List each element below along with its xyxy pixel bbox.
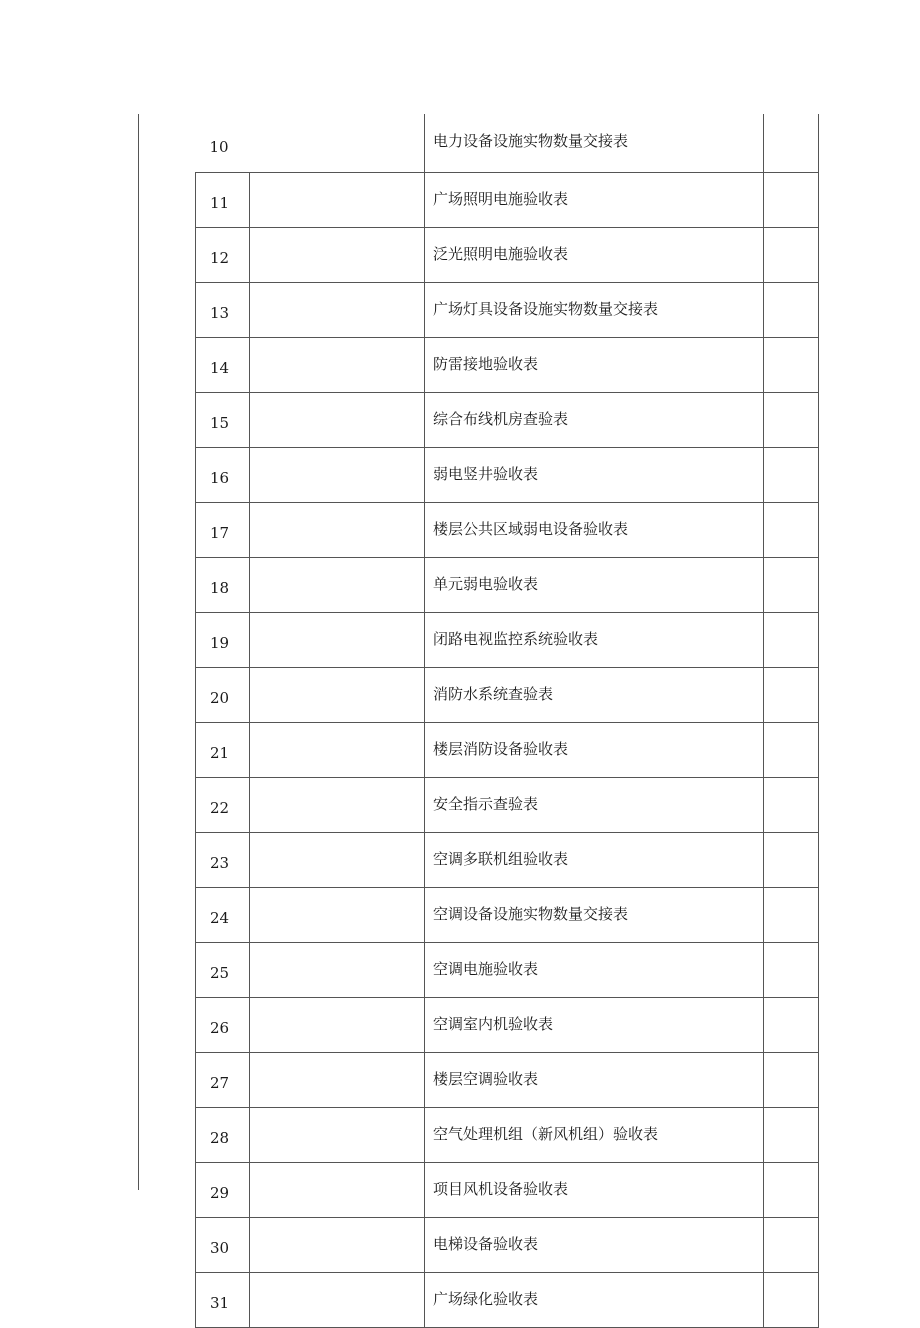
table-row: [196, 1108, 819, 1163]
form-name-cell: 楼层公共区域弱电设备验收表: [425, 503, 764, 558]
form-name-cell: 空调设备设施实物数量交接表: [425, 888, 764, 943]
table-row: [196, 888, 819, 943]
remarks-cell: [764, 448, 819, 503]
form-name-cell: 电梯设备验收表: [425, 1218, 764, 1273]
row-number-cell: 21: [196, 723, 250, 778]
table-row: [196, 114, 819, 173]
form-name-cell: 弱电竖井验收表: [425, 448, 764, 503]
blank-cell: [250, 613, 425, 668]
table-row: [196, 1218, 819, 1273]
remarks-cell: [764, 723, 819, 778]
form-name-cell: 安全指示查验表: [425, 778, 764, 833]
remarks-cell: [764, 998, 819, 1053]
table-row: [196, 1053, 819, 1108]
form-name-cell: 泛光照明电施验收表: [425, 228, 764, 283]
blank-cell: [250, 888, 425, 943]
remarks-cell: [764, 338, 819, 393]
row-number-cell: 27: [196, 1053, 250, 1108]
remarks-cell: [764, 1163, 819, 1218]
table-row: [196, 998, 819, 1053]
form-name-cell: 广场灯具设备设施实物数量交接表: [425, 283, 764, 338]
blank-cell: [250, 173, 425, 228]
table-row: [196, 1163, 819, 1218]
table-row: [196, 338, 819, 393]
remarks-cell: [764, 1218, 819, 1273]
table-row: [196, 833, 819, 888]
remarks-cell: [764, 1053, 819, 1108]
table-row: [196, 393, 819, 448]
table-row: [196, 558, 819, 613]
blank-cell: [250, 228, 425, 283]
form-name-cell: 单元弱电验收表: [425, 558, 764, 613]
form-name-cell: 消防水系统查验表: [425, 668, 764, 723]
remarks-cell: [764, 778, 819, 833]
table-row: [196, 228, 819, 283]
remarks-cell: [764, 114, 819, 173]
row-number-cell: 15: [196, 393, 250, 448]
row-number-cell: 20: [196, 668, 250, 723]
table-row: [196, 778, 819, 833]
blank-cell: [250, 448, 425, 503]
row-number-cell: 30: [196, 1218, 250, 1273]
remarks-cell: [764, 228, 819, 283]
table-row: [196, 173, 819, 228]
row-number-cell: 29: [196, 1163, 250, 1218]
table-row: [196, 283, 819, 338]
blank-cell: [250, 1273, 425, 1328]
row-number-cell: 18: [196, 558, 250, 613]
table-body: [196, 114, 819, 1328]
form-name-cell: 楼层消防设备验收表: [425, 723, 764, 778]
table-row: [196, 723, 819, 778]
remarks-cell: [764, 613, 819, 668]
blank-cell: [250, 1218, 425, 1273]
row-number-cell: 14: [196, 338, 250, 393]
row-number-cell: 23: [196, 833, 250, 888]
blank-cell: [250, 1163, 425, 1218]
remarks-cell: [764, 833, 819, 888]
form-name-cell: 综合布线机房查验表: [425, 393, 764, 448]
remarks-cell: [764, 503, 819, 558]
blank-cell: [250, 998, 425, 1053]
acceptance-form-table: [195, 114, 819, 1328]
table-row: [196, 613, 819, 668]
form-name-cell: 空气处理机组（新风机组）验收表: [425, 1108, 764, 1163]
table-row: [196, 1273, 819, 1328]
blank-cell: [250, 943, 425, 998]
remarks-cell: [764, 1273, 819, 1328]
remarks-cell: [764, 1108, 819, 1163]
form-name-cell: 空调多联机组验收表: [425, 833, 764, 888]
blank-cell: [250, 833, 425, 888]
blank-cell: [250, 283, 425, 338]
form-name-cell: 广场绿化验收表: [425, 1273, 764, 1328]
row-number-cell: 28: [196, 1108, 250, 1163]
form-name-cell: 空调室内机验收表: [425, 998, 764, 1053]
row-number-cell: 25: [196, 943, 250, 998]
blank-cell: [250, 1053, 425, 1108]
remarks-cell: [764, 393, 819, 448]
blank-cell: [250, 778, 425, 833]
row-number-cell: 31: [196, 1273, 250, 1328]
page-left-rule: [138, 114, 139, 1190]
row-number-cell: 24: [196, 888, 250, 943]
remarks-cell: [764, 283, 819, 338]
form-name-cell: 防雷接地验收表: [425, 338, 764, 393]
blank-cell: [250, 393, 425, 448]
form-name-cell: 楼层空调验收表: [425, 1053, 764, 1108]
row-number-cell: 10: [196, 114, 425, 173]
form-name-cell: 广场照明电施验收表: [425, 173, 764, 228]
blank-cell: [250, 723, 425, 778]
row-number-cell: 17: [196, 503, 250, 558]
table-row: [196, 668, 819, 723]
remarks-cell: [764, 173, 819, 228]
remarks-cell: [764, 888, 819, 943]
table-row: [196, 503, 819, 558]
remarks-cell: [764, 943, 819, 998]
blank-cell: [250, 558, 425, 613]
row-number-cell: 22: [196, 778, 250, 833]
form-name-cell: 电力设备设施实物数量交接表: [425, 114, 764, 173]
form-name-cell: 闭路电视监控系统验收表: [425, 613, 764, 668]
row-number-cell: 12: [196, 228, 250, 283]
remarks-cell: [764, 558, 819, 613]
row-number-cell: 16: [196, 448, 250, 503]
blank-cell: [250, 338, 425, 393]
blank-cell: [250, 1108, 425, 1163]
form-name-cell: 项目风机设备验收表: [425, 1163, 764, 1218]
row-number-cell: 13: [196, 283, 250, 338]
row-number-cell: 11: [196, 173, 250, 228]
table-row: [196, 448, 819, 503]
row-number-cell: 19: [196, 613, 250, 668]
row-number-cell: 26: [196, 998, 250, 1053]
form-name-cell: 空调电施验收表: [425, 943, 764, 998]
remarks-cell: [764, 668, 819, 723]
blank-cell: [250, 503, 425, 558]
blank-cell: [250, 668, 425, 723]
table-row: [196, 943, 819, 998]
